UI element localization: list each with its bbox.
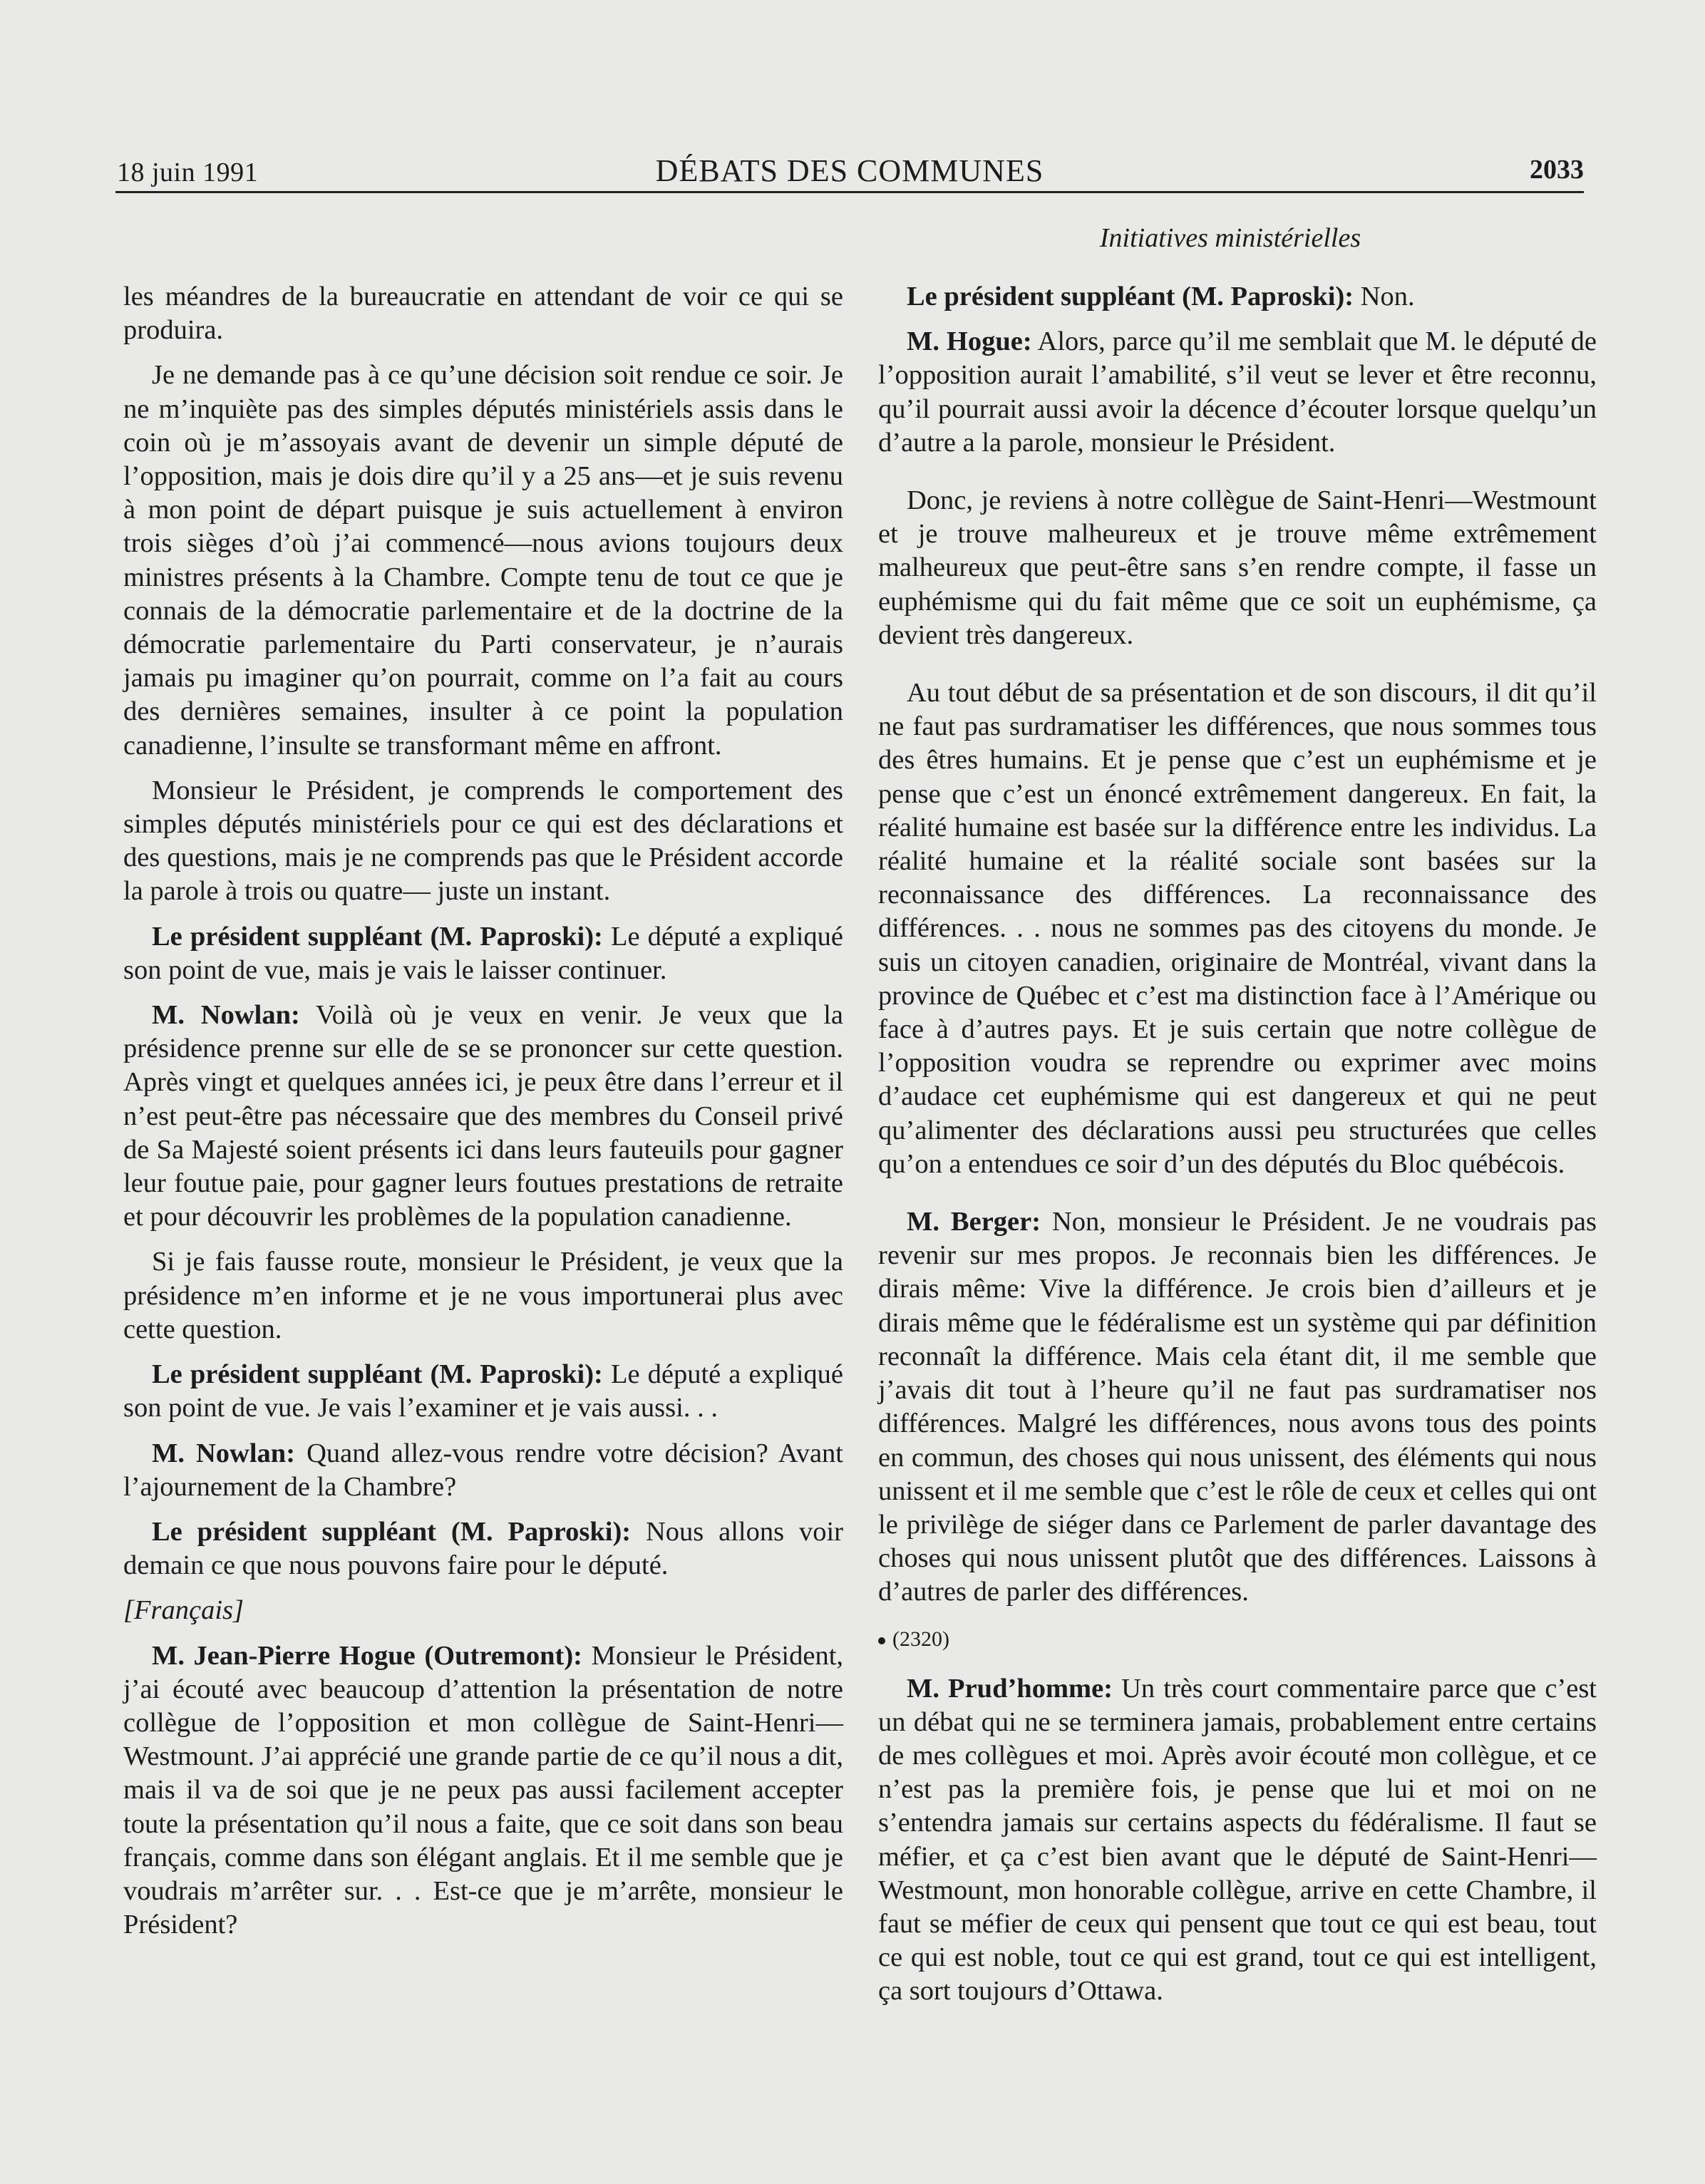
paragraph (123, 359, 843, 762)
speaker-name: M. Jean-Pierre Hogue (Outremont): (152, 1640, 583, 1671)
speaker-name: Le président suppléant (M. Paproski): (152, 1516, 632, 1547)
speaker-name: M. Hogue: (907, 326, 1032, 357)
speaker-name: Le président suppléant (M. Paproski): (907, 282, 1354, 311)
paragraph (878, 676, 1597, 1181)
time-marker (878, 1625, 1597, 1654)
paragraph (123, 1639, 843, 1942)
paragraph-text: Monsieur le Président, je comprends le comportement des simples députés ministériels pour ce qui est des déclarations et des questions, mais je ne comprends pas que le Président accorde la parole à trois ou quatre— juste un instant. (123, 775, 843, 907)
page-number: 2033 (1530, 155, 1584, 185)
paragraph (123, 1515, 843, 1582)
paragraph-text: Monsieur le Président, j’ai écouté avec beaucoup d’attention la présentation de notre collègue de l’opposition et mon collègue de Saint-Henri—Westmount. J’ai apprécié une grande partie de ce qu’il nous a dit, mais il va de soi que je ne peux pas aussi facilement accepter toute la présentation qu’il nous a faite, que ce soit dans son beau français, comme dans son élégant anglais. Et il me semble que je voudrais m’arrêter sur. . . Est-ce que je m’arrête, monsieur le Président? (123, 1640, 844, 1940)
paragraph (123, 999, 843, 1234)
paragraph (878, 1672, 1597, 2009)
paragraph-text: les méandres de la bureaucratie en attendant de voir ce qui se produira. (123, 282, 843, 346)
speaker-name: Le président suppléant (M. Paproski): (152, 1359, 603, 1390)
paragraph-text: Alors, parce qu’il me semblait que M. le député de l’opposition aurait l’amabilité, s’il veut se lever et être reconnu, qu’il pourrait aussi avoir la décence d’écouter lorsque quelqu’un d’autre a la parole, monsieur le Président. (878, 326, 1597, 458)
paragraph-text: Non. (1360, 282, 1415, 311)
language-marker: [Français] (123, 1595, 244, 1626)
header-date: 18 juin 1991 (117, 158, 259, 187)
paragraph (878, 484, 1597, 652)
paragraph (123, 1437, 843, 1504)
paragraph (878, 325, 1597, 460)
speaker-name: M. Nowlan: (152, 1438, 296, 1468)
paragraph-text: Nous allons voir demain ce que nous pouvons faire pour le député. (123, 1516, 843, 1581)
paragraph (123, 1245, 843, 1346)
header-rule (115, 191, 1584, 193)
paragraph (878, 1205, 1597, 1609)
header-title: DÉBATS DES COMMUNES (655, 153, 1044, 188)
speaker-name: M. Prud’homme: (907, 1673, 1113, 1704)
paragraph-text: Le député a expliqué son point de vue, mais je vais le laisser continuer. (123, 921, 844, 985)
paragraph-text: Le député a expliqué son point de vue. Je vais l’examiner et je vais aussi. . . (123, 1359, 844, 1423)
paragraph-text: Je ne demande pas à ce qu’une décision soit rendue ce soir. Je ne m’inquiète pas des simples députés ministériels assis dans le coin où je m’assoyais avant de devenir un simple député de l’opposition, mais je dois dire qu’il y a 25 ans—et je suis revenu à mon point de départ puisque je suis actuellement à environ trois sièges d’où j’ai commencé—nous avions toujours deux ministres présents à la Chambre. Compte tenu de tout ce que je connais de la démocratie parlementaire et de la doctrine de la démocratie parlementaire du Parti conservateur, je n’aurais jamais pu imaginer qu’on pourrait, comme on l’a fait au cours des dernières semaines, insulter à ce point la population canadienne, l’insulte se transformant même en affront. (123, 360, 843, 761)
paragraph (878, 280, 1597, 314)
speaker-name: M. Berger: (907, 1207, 1041, 1237)
left-column (123, 280, 843, 1953)
paragraph (123, 280, 843, 347)
page-header (115, 148, 1584, 192)
speaker-name: Le président suppléant (M. Paproski): (152, 921, 603, 952)
paragraph-text: Voilà où je veux en venir. Je veux que la présidence prenne sur elle de se se prononcer sur cette question. Après vingt et quelques années ici, je peux être dans l’erreur et il n’est peut-être pas nécessaire que des membres du Conseil privé de Sa Majesté soient présents ici dans leurs fauteuils pour gagner leur foutue paie, pour gagner leurs foutues prestations de retraite et pour découvrir les problèmes de la population canadienne. (123, 1000, 843, 1232)
right-column (878, 280, 1597, 2020)
paragraph-text: Donc, je reviens à notre collègue de Saint-Henri—Westmount et je trouve malheureux et je trouve même extrêmement malheureux que peut-être sans s’en rendre compte, il fasse un euphémisme qui du fait même que ce soit un euphémisme, ça devient très dangereux. (878, 485, 1597, 650)
section-label: Initiatives ministérielles (1099, 223, 1361, 253)
paragraph-text: Au tout début de sa présentation et de son discours, il dit qu’il ne faut pas surdramatiser les différences, que nous sommes tous des êtres humains. Et je pense que c’est un euphémisme et je pense que c’est un énoncé extrêmement dangereux. En fait, la réalité humaine est basée sur la différence entre les individus. La réalité humaine et la réalité sociale sont basées sur la reconnaissance des différences. La reconnaissance des différences. . . nous ne sommes pas des citoyens du monde. Je suis un citoyen canadien, originaire de Montréal, vivant dans la province de Québec et c’est ma distinction face à l’Amérique ou face à d’autres pays. Et je suis certain que notre collègue de l’opposition voudra se reprendre ou exprimer avec moins d’audace cet euphémisme qui est dangereux et qui ne peut qu’alimenter des déclarations aussi peu structurées que celles qu’on a entendues ce soir d’un des députés du Bloc québécois. (878, 678, 1597, 1179)
paragraph-text: Un très court commentaire parce que c’est un débat qui ne se terminera jamais, probablement entre certains de mes collègues et moi. Après avoir écouté mon collègue, et ce n’est pas la première fois, je pense que lui et moi on ne s’entendra jamais sur certains aspects du fédéralisme. Il faut se méfier, et ça c’est bien avant que le député de Saint-Henri—Westmount, mon honorable collègue, arrive en cette Chambre, il faut se méfier de ceux qui pensent que tout ce qui est beau, tout ce qui est noble, tout ce qui est grand, tout ce qui est intelligent, ça sort toujours d’Ottawa. (878, 1673, 1597, 2007)
paragraph-text: Si je fais fausse route, monsieur le Président, je veux que la présidence m’en informe et je ne vous importunerai plus avec cette question. (123, 1247, 843, 1344)
paragraph (123, 1358, 843, 1425)
paragraph (123, 774, 843, 909)
speaker-name: M. Nowlan: (152, 1000, 300, 1031)
bullet-icon (878, 1637, 885, 1644)
paragraph-text: Quand allez-vous rendre votre décision? Avant l’ajournement de la Chambre? (123, 1438, 843, 1502)
paragraph (123, 920, 843, 987)
paragraph-text: Non, monsieur le Président. Je ne voudrais pas revenir sur mes propos. Je reconnais bien les différences. Je dirais même: Vive la différence. Je crois bien d’ailleurs et je dirais même que le fédéralisme est un système qui par définition reconnaît la différence. Mais cela étant dit, il me semble que j’avais dit tout à l’heure qu’il ne faut pas surdramatiser nos différences. Malgré les différences, nous avons tous des points en commun, des choses qui nous unissent, des éléments qui nous unissent et il me semble que c’est le rôle de ceux et celles qui ont le privilège de siéger dans ce Parlement de parler davantage des choses qui nous unissent plutôt que des différences. Laissons à d’autres de parler des différences. (878, 1207, 1597, 1607)
time-marker-text: (2320) (892, 1627, 949, 1651)
